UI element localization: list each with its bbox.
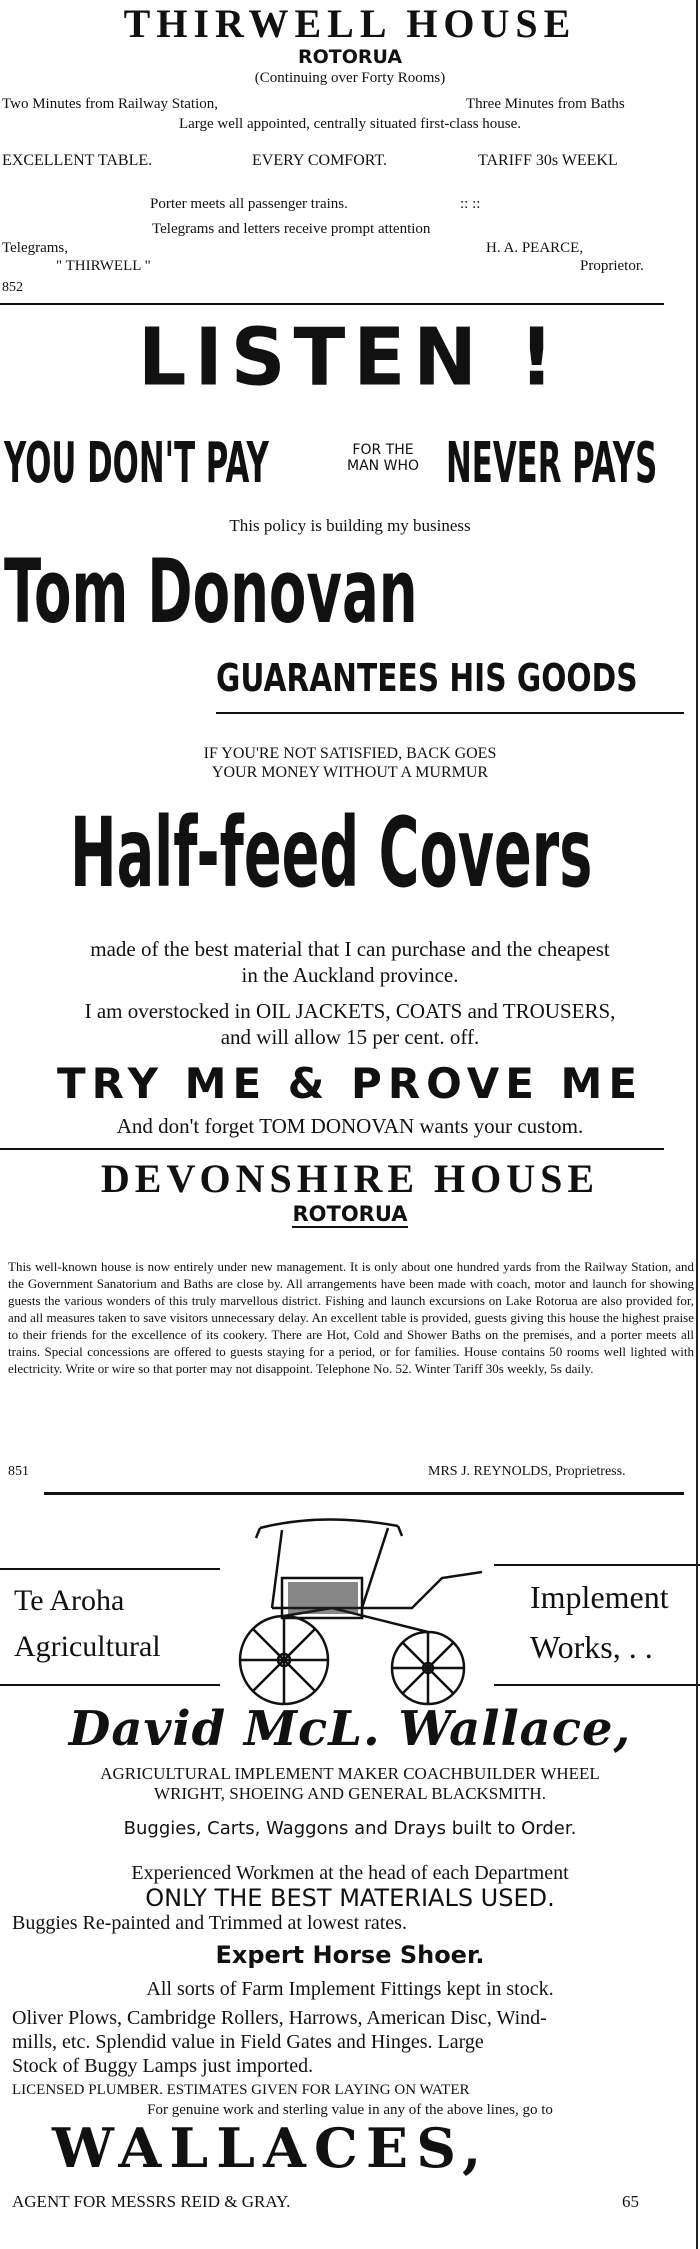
thirwell-porter: Porter meets all passenger trains. xyxy=(150,196,348,212)
devonshire-city: ROTORUA xyxy=(292,1202,408,1226)
money-back-lines: IF YOU'RE NOT SATISFIED, BACK GOES YOUR MONEY WITHOUT A MURMUR xyxy=(203,745,497,781)
thirwell-ad xyxy=(0,0,700,88)
right-box-top-rule xyxy=(494,1564,700,1566)
wallaces-heading: WALLACES, xyxy=(52,2116,490,2180)
wallace-ad-number: 65 xyxy=(622,2192,639,2211)
divider xyxy=(0,303,664,305)
tom-donovan-name: Tom Donovan xyxy=(4,540,418,643)
try-me-prove-me: TRY ME & PROVE ME xyxy=(56,1059,644,1108)
devonshire-ad xyxy=(0,1156,700,1228)
thirwell-right-distance: Three Minutes from Baths xyxy=(466,96,625,112)
policy-line: This policy is building my business xyxy=(229,516,471,535)
donovan-name-row xyxy=(0,540,700,643)
genuine-line: For genuine work and sterling value in any of the above lines, go to xyxy=(147,2102,553,2118)
thirwell-city: ROTORUA xyxy=(297,46,403,68)
dont-forget-line: And don't forget TOM DONOVAN wants your custom. xyxy=(116,1114,584,1138)
half-feed-covers: Half-feed Covers xyxy=(70,797,593,909)
donovan-listen xyxy=(0,309,700,404)
guarantees-row xyxy=(0,656,700,706)
donovan-pay-row xyxy=(0,432,700,502)
overstock-lines: I am overstocked in OIL JACKETS, COATS and TROUSERS, and will allow 15 per cent. off. xyxy=(84,999,616,1049)
agent-line: AGENT FOR MESSRS REID & GRAY. xyxy=(12,2192,291,2211)
made-of-lines: made of the best material that I can purchase and the cheapest in the Auckland province. xyxy=(90,937,610,987)
devonshire-body: This well-known house is now entirely under new management. It is only about one hundred yards from the Railway Station, and the Government Sanatorium and Baths are close by. All arrangements have been made with coach, motor and launch for showing guests the various wonders of this truly marvellous district. Fishing and launch excursions on Lake Rotorua are also provided for, and all measures taken to save visitors unnecessary delay. An excellent table is provided, guests giving this house the highest praise to their friends for the excellence of its cookery. There are Hot, Cold and Shower Baths on the premises, and a porter meets all trains. Special concessions are offered to guests staying for a period, or for families. House contains 50 rooms well lighted with electricity. Write or wire so that porter may not disappoint. Telephone No. 52. Winter Tariff 30s weekly, 5s daily. xyxy=(8,1259,694,1376)
thirwell-feature-table: EXCELLENT TABLE. xyxy=(2,152,153,169)
thirwell-subtitle: (Continuing over Forty Rooms) xyxy=(254,70,446,86)
left-box-top-rule xyxy=(0,1568,220,1570)
devonshire-title: DEVONSHIRE HOUSE xyxy=(100,1156,600,1201)
horse-shoer-line: Expert Horse Shoer. xyxy=(215,1941,485,1969)
plows-block: Oliver Plows, Cambridge Rollers, Harrows, American Disc, Wind- mills, etc. Splendid value in Field Gates and Hinges. Large Stock of Buggy Lamps just imported. xyxy=(12,2007,547,2077)
farm-fittings-line: All sorts of Farm Implement Fittings kept in stock. xyxy=(146,1978,554,2000)
thirwell-telegrams-label: Telegrams, xyxy=(2,240,69,256)
devonshire-ad-number: 851 xyxy=(8,1464,29,1479)
thirwell-ad-number: 852 xyxy=(2,280,23,295)
thirwell-center-line: Large well appointed, centrally situated first-class house. xyxy=(178,116,522,132)
wallace-name-row xyxy=(0,1700,700,1758)
thirwell-marks: :: :: xyxy=(460,196,481,212)
guarantees-underline xyxy=(216,712,684,714)
best-materials-line: ONLY THE BEST MATERIALS USED. xyxy=(145,1884,555,1912)
right-box-bottom-rule xyxy=(494,1684,700,1686)
for-the-man-who: FOR THE MAN WHO xyxy=(347,442,419,474)
thirwell-feature-comfort: EVERY COMFORT. xyxy=(252,152,388,169)
repainted-line: Buggies Re-painted and Trimmed at lowest rates. xyxy=(12,1912,407,1934)
never-pays: NEVER PAYS xyxy=(446,431,658,496)
wallace-name: David McL. Wallace, xyxy=(68,1701,632,1757)
you-dont-pay: YOU DON'T PAY xyxy=(4,431,269,496)
workmen-line: Experienced Workmen at the head of each Department xyxy=(131,1862,569,1884)
wallaces-row xyxy=(0,2118,700,2182)
thirwell-feature-tariff: TARIFF 30s WEEKL xyxy=(478,152,618,169)
listen-heading: LISTEN ! xyxy=(138,309,562,404)
thirwell-proprietor-title: Proprietor. xyxy=(580,258,644,274)
right-box: Implement Works, . . xyxy=(530,1579,669,1665)
thirwell-left-distance: Two Minutes from Railway Station, xyxy=(2,96,219,112)
buggy-illustration xyxy=(212,1508,492,1708)
plumber-line: LICENSED PLUMBER. ESTIMATES GIVEN FOR LAYING ON WATER xyxy=(12,2082,470,2098)
thirwell-proprietor-name: H. A. PEARCE, xyxy=(486,240,584,256)
devonshire-proprietress: MRS J. REYNOLDS, Proprietress. xyxy=(428,1464,626,1479)
guarantees-text: GUARANTEES HIS GOODS xyxy=(216,656,638,700)
buggies-line: Buggies, Carts, Waggons and Drays built to Order. xyxy=(123,1818,577,1839)
left-box: Te Aroha Agricultural xyxy=(14,1584,161,1663)
product-row xyxy=(0,798,700,908)
divider xyxy=(0,1148,664,1150)
thirwell-title: THIRWELL HOUSE xyxy=(123,1,577,46)
left-box-bottom-rule xyxy=(0,1684,220,1686)
wallace-trades: AGRICULTURAL IMPLEMENT MAKER COACHBUILDER WHEEL WRIGHT, SHOEING AND GENERAL BLACKSMITH. xyxy=(100,1764,600,1803)
try-me-row xyxy=(0,1058,700,1110)
right-column-rule xyxy=(696,0,698,2249)
newspaper-page: THIRWELL HOUSE ROTORUA (Continuing over Forty Rooms) Two Minutes from Railway Station, Three Minutes from Baths Large well appointed, centrally situated first-class house. EXCELLENT TABLE. EVERY COMFORT. TARIFF 30s WEEKL Porter meets all passenger trains. :: :: Telegrams and letters receive prompt attention Telegrams, H. A. PEARCE, " THIRWELL " Proprietor. 852 LISTEN ! YOU DON'T PAY FOR THE MAN WHO NEVER PAYS This policy is building my business Tom Donovan GUARANTEES HIS GOODS IF YOU'RE NOT SATISFIED, BACK GOES YOUR MONEY WITHOUT A MURMUR Half-feed Covers made of the best material that I can purchase and the cheapest in the Auckland province. I am overstocked in OIL JACKETS, COATS and TROUSERS, and will allow 15 per cent. off. TRY ME & PROVE ME And don't forget TOM DONOVAN wants your custom. DEVONSHIRE HOUSE ROTORUA This well-known house is now entirely under new management. It is only about one hundred yards from the Railway Station, and the Government Sanatorium and Baths are close by. All arrangements have been made with coach, motor and launch for showing guests the various wonders of this truly marvellous district. Fishing and launch excursions on Lake Rotorua are also provided for, and all measures taken to save visitors unnecessary delay. An excellent table is provided, guests giving this house the highest praise to their friends for the excellence of its cookery. There are Hot, Cold and Shower Baths on the premises, and a porter meets all trains. Special concessions are offered to guests staying for a period, or for families. House contains 50 rooms well lighted with electricity. Write or wire so that porter may not disappoint. Telephone No. 52. Winter Tariff 30s weekly, 5s daily. 851 MRS J. REYNOLDS, Proprietress. Te Aroha Agricultural Implement Works, . . David McL. Wallace, AGRICULTURAL IMPLEMENT MAKER COACHBUILDER WHEEL WRIGHT, SHOEING AND GENERAL BLACKSMITH. Buggies, Carts, Waggons and Drays built to Order. Experienced Workmen at the head of each Department ONLY THE BEST MATERIALS USED. Buggies Re-painted and Trimmed at lowest rates. Expert Horse Shoer. All sorts of Farm Implement Fittings kept in stock. Oliver Plows, Cambridge Rollers, Harrows, American Disc, Wind- mills, etc. Splendid value in Field Gates and Hinges. Large Stock of Buggy Lamps just imported. LICENSED PLUMBER. ESTIMATES GIVEN FOR LAYING ON WATER For genuine work and sterling value in any of the above lines, go to WALLACES, AGENT FOR MESSRS REID & GRAY. 65 xyxy=(0,0,700,2249)
divider xyxy=(44,1492,684,1495)
thirwell-telegrams-address: " THIRWELL " xyxy=(56,258,151,274)
